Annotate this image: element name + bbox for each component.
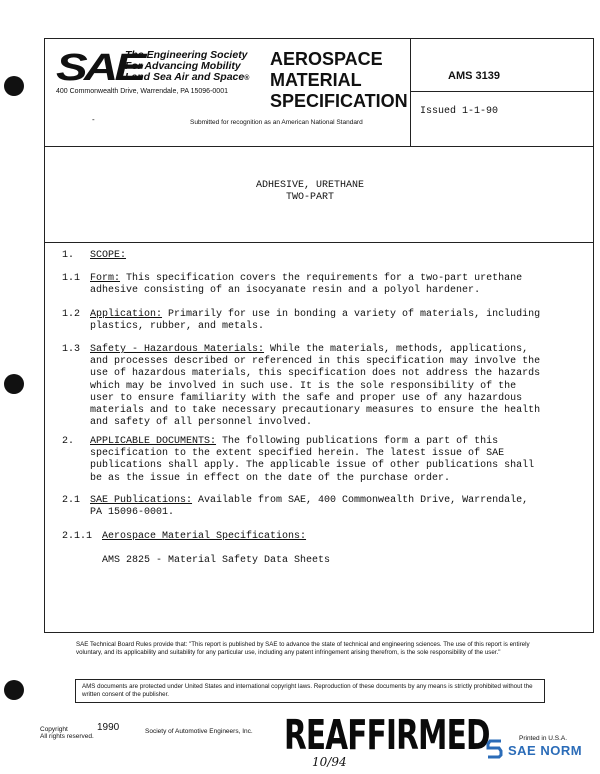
- punch-hole: [4, 680, 24, 700]
- issue-date: Issued 1-1-90: [420, 106, 499, 117]
- board-rules-note: SAE Technical Board Rules provide that: "This report is published by SAE to advance the state of technical and engineering sciences. The use of this report is entirely voluntary, and its applicability and suitability for any particular use, including any patent infringement arising therefrom, is the sole responsibility of the user.": [76, 641, 530, 656]
- section-heading: Safety - Hazardous Materials:: [90, 344, 265, 355]
- printed-note: Printed in U.S.A.: [519, 735, 568, 742]
- copyright-year: 1990: [97, 722, 120, 733]
- section-heading: SCOPE:: [90, 250, 127, 261]
- document-type: AEROSPACE MATERIAL SPECIFICATION: [270, 49, 408, 111]
- section-heading: Form:: [90, 273, 121, 284]
- header-divider: [45, 146, 593, 147]
- section-heading: Aerospace Material Specifications:: [102, 531, 307, 542]
- section-heading: APPLICABLE DOCUMENTS:: [90, 436, 217, 447]
- reference-item: AMS 2825 - Material Safety Data Sheets: [102, 555, 331, 566]
- sae-norm-icon: [486, 738, 504, 760]
- sae-norm-label: SAE NORM: [508, 743, 583, 758]
- title-divider: [45, 242, 593, 243]
- sae-logo: SAE: [56, 47, 143, 89]
- document-frame: [44, 38, 594, 633]
- society-name: Society of Automotive Engineers, Inc.: [145, 728, 253, 735]
- ams-number: AMS 3139: [448, 70, 500, 82]
- ams-box-divider: [410, 91, 593, 92]
- copyright-label: Copyright All rights reserved.: [40, 726, 94, 740]
- header-right-column: [410, 39, 411, 146]
- submitted-note: Submitted for recognition as an American National Standard: [190, 119, 363, 126]
- margin-tick: -: [92, 115, 95, 124]
- section-heading: Application:: [90, 309, 163, 320]
- section-heading: SAE Publications:: [90, 495, 193, 506]
- document-title: ADHESIVE, URETHANE TWO-PART: [255, 180, 365, 204]
- society-tagline: The Engineering Society For Advancing Mobility Land Sea Air and Space®: [125, 49, 250, 83]
- handwritten-date: 10/94: [312, 755, 347, 769]
- punch-hole: [4, 76, 24, 96]
- copyright-notice: AMS documents are protected under United States and international copyright laws. Reproduction of these documents by any means is strictly prohibited without the written consent of the publisher.: [82, 683, 533, 698]
- reaffirmed-stamp: REAFFIRMED: [284, 712, 490, 760]
- punch-hole: [4, 374, 24, 394]
- sae-address: 400 Commonwealth Drive, Warrendale, PA 15096-0001: [56, 88, 228, 95]
